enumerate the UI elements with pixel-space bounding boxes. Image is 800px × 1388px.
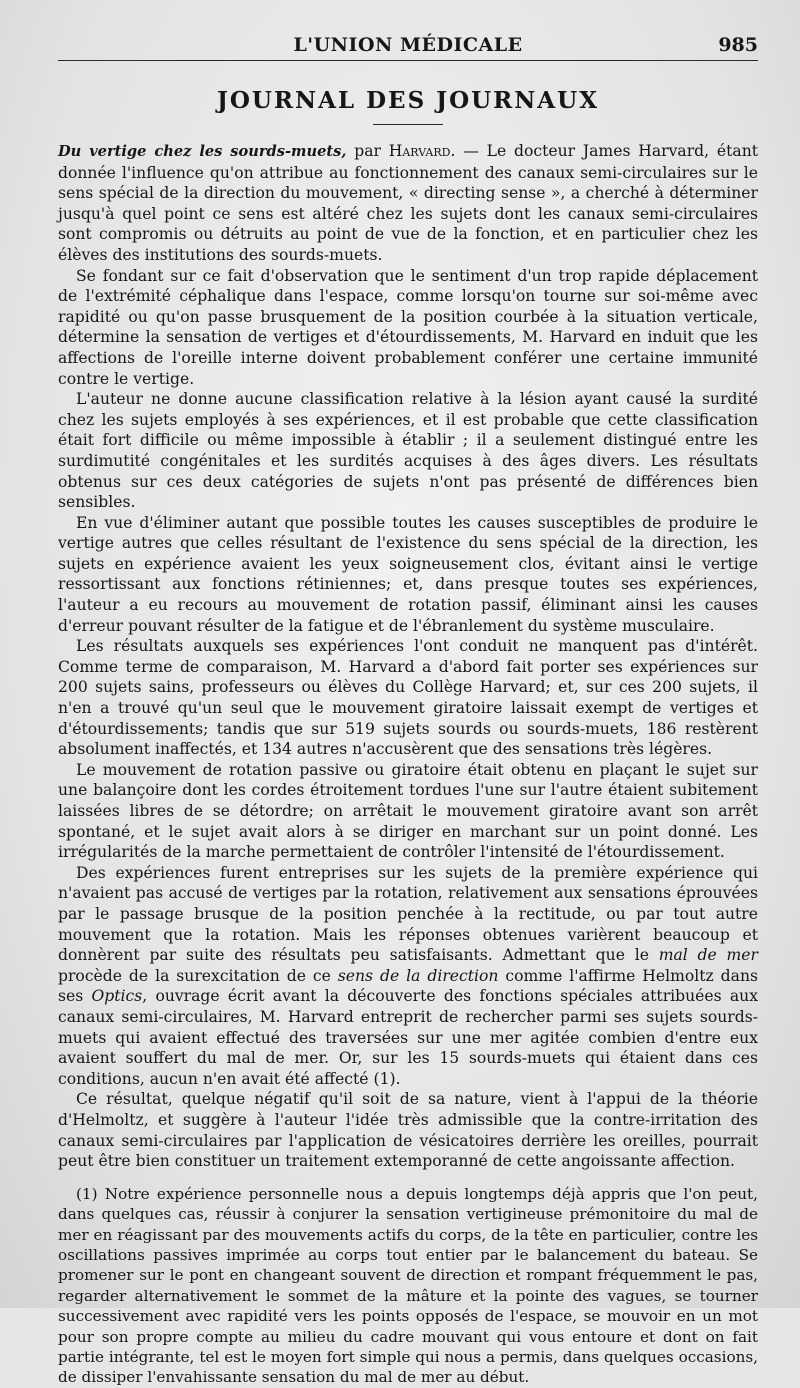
- paragraph: En vue d'éliminer autant que possible toutes les causes susceptibles de produire le vertige autres que celles résultant de l'existence du sens spécial de la direction, les sujets en expérience avaient les yeux soigneusement clos, évitant ainsi le vertige ressortissant aux fonctions rétiniennes; et, dans presque toutes ses expériences, l'auteur a eu recours au mouvement de rotation passif, éliminant ainsi les causes d'erreur pouvant résulter de la fatigue et de l'ébranlement du système musculaire.: [58, 513, 758, 635]
- section-title: JOURNAL DES JOURNAUX: [216, 87, 600, 114]
- running-title: L'UNION MÉDICALE: [293, 34, 523, 56]
- paragraph-text: Des expériences furent entreprises sur les sujets de la première expérience qui n'avaient pas accusé de vertiges par la rotation, relativement aux sensations éprouvées par le passage brusque de la position penchée à la rectitude, ou par tout autre mouvement que la rotation. Mais les réponses obtenues varièrent beaucoup et donnèrent par suite des résultats peu satisfaisants. Admettant que le: [58, 863, 758, 965]
- article-author: Harvard.: [388, 142, 456, 160]
- footnote: (1) Notre expérience personnelle nous a depuis longtemps déjà appris que l'on peut, dans quelques cas, réussir à conjurer la sensation vertigineuse prémonitoire du mal de mer en réagissant par des mouvements actifs du corps, de la tête en particulier, contre les oscillations passives imprimée au corps tout entier par le balancement du bateau. Se promener sur le pont en changeant souvent de direction et rompant fréquemment le pas, regarder alternativement le sommet de la mâture et la pointe des vagues, se tourner successivement avec rapidité vers les points opposés de l'espace, se mouvoir en un mot pour son propre compte au milieu du cadre mouvant qui vous entoure et dont on fait partie intégrante, tel est le moyen fort simple qui nous a permis, dans quelques occasions, de dissiper l'envahissante sensation du mal de mer au début.: [58, 1184, 758, 1387]
- running-header: [58, 30, 758, 61]
- page-number: 985: [718, 34, 758, 56]
- paragraph-conclusion: Ce résultat, quelque négatif qu'il soit de sa nature, vient à l'appui de la théorie d'Helmoltz, et suggère à l'auteur l'idée très admissible que la contre-irritation des canaux semi-circulaires par l'application de vésicatoires derrière les oreilles, pourrait peut être bien constituer un traitement extemporanné de cette angoissante affection.: [58, 1090, 758, 1171]
- paragraph-intro: [58, 141, 758, 266]
- paragraph: Les résultats auxquels ses expériences l'ont conduit ne manquent pas d'intérêt. Comme terme de comparaison, M. Harvard a d'abord fait porter ses expériences sur 200 sujets sains, professeurs ou élèves du Collège Harvard; et, sur ces 200 sujets, il n'en a trouvé qu'un seul que le mouvement giratoire laissait exempt de vertiges et d'étourdissements; tandis que sur 519 sujets sourds ou sourds-muets, 186 restèrent absolument inaffectés, et 134 autres n'accusèrent que des sensations très légères.: [58, 637, 758, 759]
- paragraph-text: procède de la surexcitation de ce: [58, 966, 338, 985]
- paragraph-text: comme l'affirme Helmoltz dans ses: [58, 966, 758, 1006]
- italic-term: sens de la direction: [337, 966, 499, 985]
- article-body: [58, 141, 758, 1172]
- article-subtitle: Du vertige chez les sourds-muets,: [58, 143, 347, 160]
- paragraph: L'auteur ne donne aucune classification relative à la lésion ayant causé la surdité chez les sujets employés à ses expériences, et il est probable que cette classification était fort difficile ou même impossible à établir ; il a seulement distingué entre les surdimutité congénitales et les surdités acquises à des âges divers. Les résultats obtenus sur ces deux catégories de sujets n'ont pas présenté de différences bien sensibles.: [58, 390, 758, 512]
- paragraph-sea-sickness: [58, 863, 758, 1090]
- italic-term: Optics: [91, 987, 143, 1006]
- paragraph-intro-text: — Le docteur James Harvard, étant donnée l'influence qu'on attribue au fonctionnement des canaux semi-circulaires sur le sens spécial de la direction du mouvement, « directing sense », a cherché à déterminer jusqu'à quel point ce sens est altéré chez les sujets dont les canaux semi-circulaires sont compromis ou détruits au point de vue de la fonction, et en particulier chez les élèves des institutions des sourds-muets.: [58, 142, 758, 264]
- paragraph-text: , ouvrage écrit avant la découverte des fonctions spéciales attribuées aux canaux semi-circulaires, M. Harvard entreprit de rechercher parmi ses sujets sourds-muets qui avaient effectué des traversées sur une mer agitée combien d'entre eux avaient souffert du mal de mer. Or, sur les 15 sourds-muets qui étaient dans ces conditions, aucun n'en avait été affecté (1).: [58, 987, 758, 1088]
- title-rule: [373, 124, 443, 125]
- italic-term: mal de mer: [658, 946, 758, 965]
- paragraph: Se fondant sur ce fait d'observation que le sentiment d'un trop rapide déplacement de l'extrémité céphalique dans l'espace, comme lorsqu'on tourne sur soi-même avec rapidité ou qu'on passe brusquement de la position courbée à la situation verticale, détermine la sensation de vertiges et d'étourdissements, M. Harvard en induit que les affections de l'oreille interne doivent probablement conférer une certaine immunité contre le vertige.: [58, 266, 758, 388]
- paragraph: Le mouvement de rotation passive ou giratoire était obtenu en plaçant le sujet sur une balançoire dont les cordes étroitement tordues l'une sur l'autre étaient subitement laissées libres de se détordre; on arrêtait le mouvement giratoire avant son arrêt spontané, et le sujet avait alors à se diriger en marchant sur un point donné. Les irrégularités de la marche permettaient de contrôler l'intensité de l'étourdissement.: [58, 760, 758, 862]
- byline-word: par: [346, 142, 389, 160]
